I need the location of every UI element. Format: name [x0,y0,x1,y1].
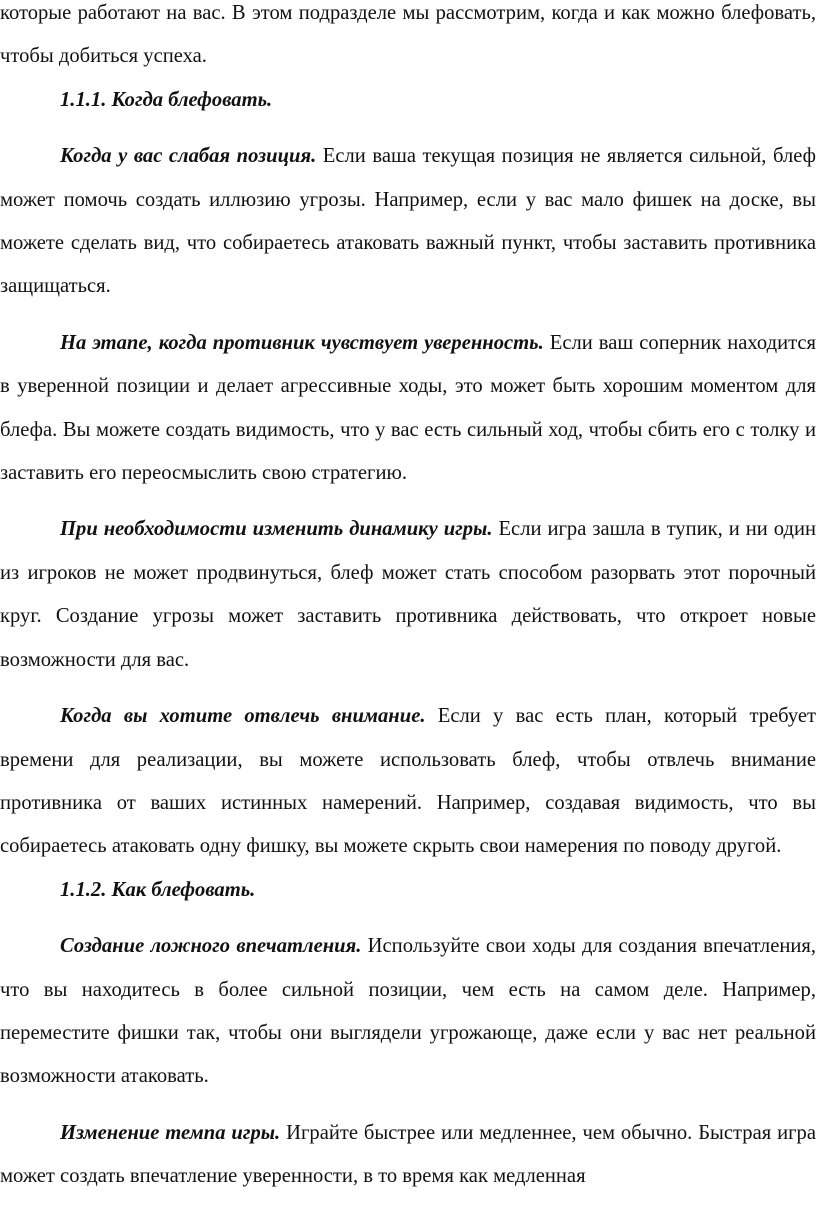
paragraph-lead: Изменение темпа игры. [60,1121,281,1144]
paragraph-text: Играйте быстрее или медленнее, чем обычно. Быстрая игра может создать впечатление уверенности, в то время как медленная [0,1121,816,1188]
intro-paragraph [0,0,816,79]
paragraph-change-dynamics [0,508,816,682]
paragraph-distract-attention [0,695,816,869]
paragraph-lead: Создание ложного впечатления. [60,935,362,958]
paragraph-lead: При необходимости изменить динамику игры. [60,518,493,541]
paragraph-false-impression [0,925,816,1099]
section-heading-how: 1.1.2. Как блефовать. [60,878,256,901]
paragraph-lead: Когда вы хотите отвлечь внимание. [60,705,426,728]
intro-text: которые работают на вас. В этом подразделе мы рассмотрим, когда и как можно блефовать, чтобы добиться успеха. [0,2,816,68]
paragraph-text: Используйте свои ходы для создания впечатления, что вы находитесь в более сильной позиции, чем есть на самом деле. Например, переместите фишки так, чтобы они выглядели угрожающе, даже если у вас нет реальной возможности атаковать. [0,935,816,1088]
paragraph-opponent-confident [0,322,816,496]
paragraph-text: Если ваша текущая позиция не является сильной, блеф может помочь создать иллюзию угрозы. Например, если у вас мало фишек на доске, вы можете сделать вид, что собираетесь атаковать важный пункт, чтобы заставить противника защищаться. [0,145,816,298]
paragraph-text: Если игра зашла в тупик, и ни один из игроков не может продвинуться, блеф может стать способом разорвать этот порочный круг. Создание угрозы может заставить противника действовать, что откроет новые возможности для вас. [0,518,816,671]
section-heading-when: 1.1.1. Когда блефовать. [60,88,273,111]
paragraph-text: Если у вас есть план, который требует времени для реализации, вы можете использовать блеф, чтобы отвлечь внимание противника от ваших истинных намерений. Например, создавая видимость, что вы собираетесь атаковать одну фишку, вы можете скрыть свои намерения по поводу другой. [0,705,816,858]
paragraph-game-tempo [0,1112,816,1199]
paragraph-lead: Когда у вас слабая позиция. [60,145,317,168]
paragraph-lead: На этапе, когда противник чувствует уверенность. [60,331,544,354]
paragraph-text: Если ваш соперник находится в уверенной позиции и делает агрессивные ходы, это может быть хорошим моментом для блефа. Вы можете создать видимость, что у вас есть сильный ход, чтобы сбить его с толку и заставить его переосмыслить свою стратегию. [0,331,816,485]
paragraph-weak-position [0,135,816,309]
